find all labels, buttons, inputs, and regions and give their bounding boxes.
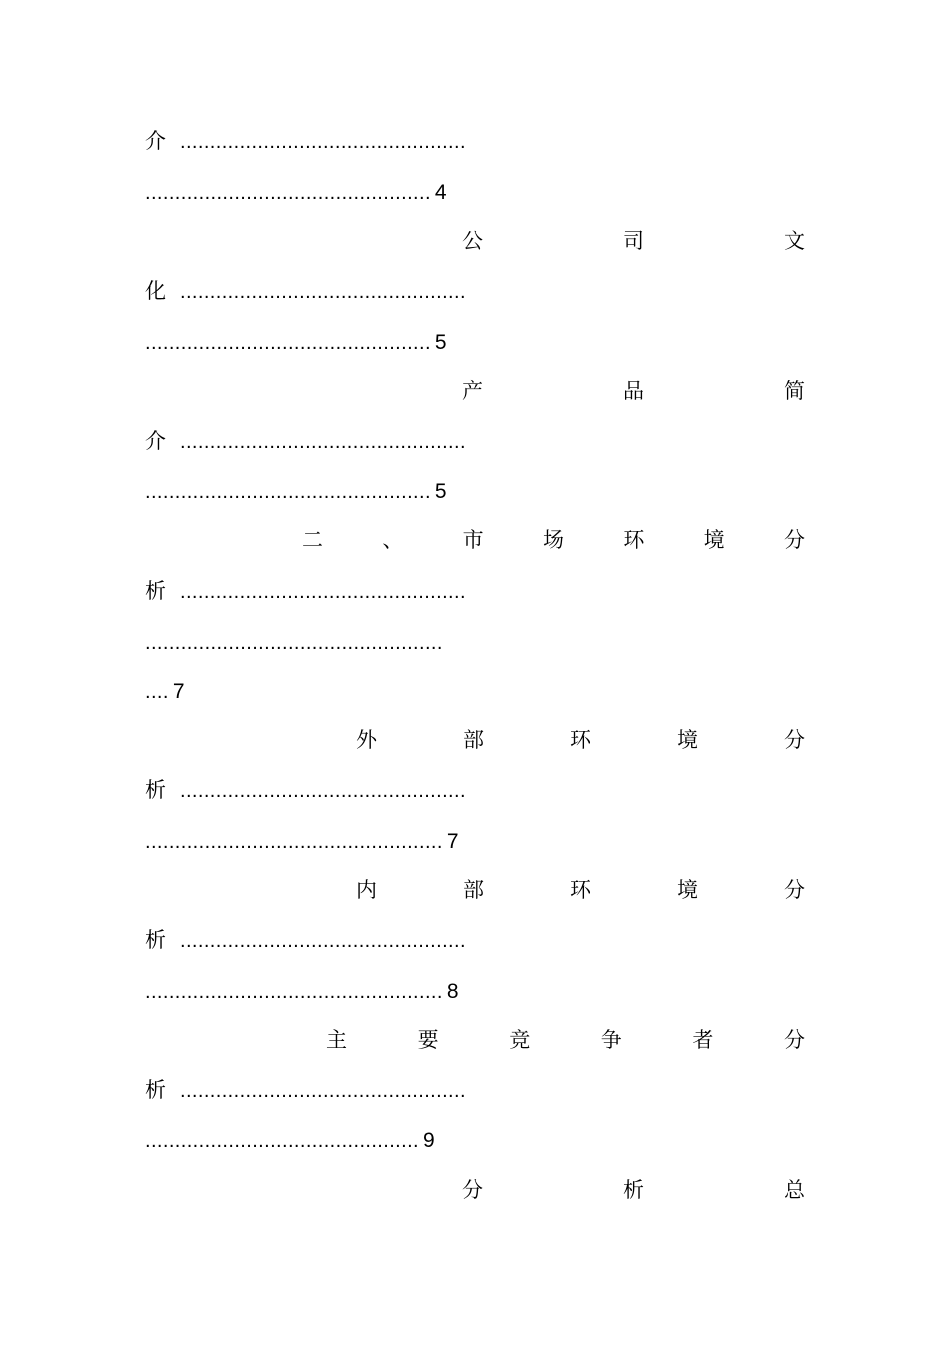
toc-entry-line xyxy=(145,627,805,657)
toc-title-char: 主 xyxy=(326,1028,347,1052)
toc-entry-line xyxy=(145,1075,805,1105)
toc-leader-dots: ................................................ xyxy=(180,1080,466,1102)
toc-lead-char: 析 xyxy=(145,778,166,802)
toc-title-char: 争 xyxy=(600,1028,622,1052)
toc-lead-char: 介 xyxy=(145,129,166,153)
toc-title-char: 竞 xyxy=(509,1028,531,1052)
toc-title-char: 环 xyxy=(570,728,591,752)
toc-entry-title xyxy=(462,226,805,256)
toc-title-char: 环 xyxy=(623,528,645,552)
toc-entry-title xyxy=(462,1175,805,1205)
toc-leader-dots: .................................................. xyxy=(145,981,443,1003)
toc-title-char: 市 xyxy=(462,528,484,552)
toc-lead-char: 介 xyxy=(145,429,166,453)
toc-title-char: 分 xyxy=(784,728,805,752)
toc-title-char: 分 xyxy=(783,1028,805,1052)
toc-page-number: 4 xyxy=(434,181,447,204)
toc-leader-dots: ................................................ xyxy=(145,481,431,503)
toc-entry-line xyxy=(145,925,805,955)
toc-title-char: 总 xyxy=(784,1178,805,1202)
toc-leader-dots: .............................................. xyxy=(145,1130,420,1152)
toc-entry-title xyxy=(356,875,805,905)
toc-page-number: 5 xyxy=(434,480,447,503)
toc-title-char: 分 xyxy=(783,528,805,552)
toc-entry-line xyxy=(145,775,805,805)
toc-title-char: 文 xyxy=(784,229,805,253)
toc-title-char: 析 xyxy=(623,1178,644,1202)
toc-title-char: 场 xyxy=(542,528,564,552)
toc-title-char: 境 xyxy=(677,878,698,902)
toc-entry-title xyxy=(326,1025,805,1055)
toc-page-number: 8 xyxy=(446,980,459,1003)
toc-leader-dots: ................................................ xyxy=(180,281,466,303)
toc-entry-title xyxy=(302,525,805,555)
toc-leader-dots: ................................................ xyxy=(145,182,431,204)
toc-title-char: 公 xyxy=(462,229,483,253)
toc-entry-line xyxy=(145,276,805,306)
toc-page-number: 9 xyxy=(423,1129,435,1152)
toc-entry-title xyxy=(356,725,805,755)
toc-title-char: 部 xyxy=(463,878,484,902)
toc-title-char: 司 xyxy=(623,229,644,253)
toc-title-char: 分 xyxy=(462,1178,483,1202)
toc-entry-line xyxy=(145,576,805,606)
toc-leader-dots: .... xyxy=(145,681,169,703)
toc-title-char: 外 xyxy=(356,728,377,752)
toc-page-number: 7 xyxy=(172,680,185,703)
toc-lead-char: 化 xyxy=(145,279,166,303)
toc-leader-dots: .................................................. xyxy=(145,831,443,853)
toc-entry-title xyxy=(462,376,805,406)
toc-leader-dots: ................................................ xyxy=(180,131,466,153)
toc-lead-char: 析 xyxy=(145,1078,166,1102)
toc-page-number: 7 xyxy=(446,830,459,853)
toc-lead-char: 析 xyxy=(145,579,166,603)
toc-title-char: 境 xyxy=(703,528,725,552)
toc-entry-line xyxy=(145,476,805,506)
toc-entry-line xyxy=(145,426,805,456)
toc-leader-dots: ................................................ xyxy=(145,332,431,354)
toc-lead-char: 析 xyxy=(145,928,166,952)
toc-title-char: 分 xyxy=(784,878,805,902)
toc-title-char: 二 xyxy=(302,528,323,552)
toc-leader-dots: ................................................ xyxy=(180,780,466,802)
toc-title-char: 境 xyxy=(677,728,698,752)
toc-entry-line xyxy=(145,976,805,1006)
toc-title-char: 部 xyxy=(463,728,484,752)
toc-title-char: 简 xyxy=(784,379,805,403)
toc-title-char: 环 xyxy=(570,878,591,902)
toc-entry-line xyxy=(145,1125,805,1155)
toc-entry-line xyxy=(145,126,805,156)
toc-title-char: 者 xyxy=(692,1028,714,1052)
toc-leader-dots: ................................................ xyxy=(180,930,466,952)
toc-leader-dots: ................................................ xyxy=(180,431,466,453)
toc-entry-line xyxy=(145,327,805,357)
toc-page-number: 5 xyxy=(434,331,447,354)
toc-title-char: 、 xyxy=(382,528,404,552)
toc-entry-line xyxy=(145,826,805,856)
toc-title-char: 品 xyxy=(623,379,644,403)
toc-title-char: 产 xyxy=(462,379,483,403)
toc-title-char: 内 xyxy=(356,878,377,902)
toc-entry-line xyxy=(145,676,805,706)
toc-leader-dots: ................................................ xyxy=(180,581,466,603)
toc-entry-line xyxy=(145,177,805,207)
toc-leader-dots: .................................................. xyxy=(145,632,443,654)
toc-title-char: 要 xyxy=(417,1028,439,1052)
